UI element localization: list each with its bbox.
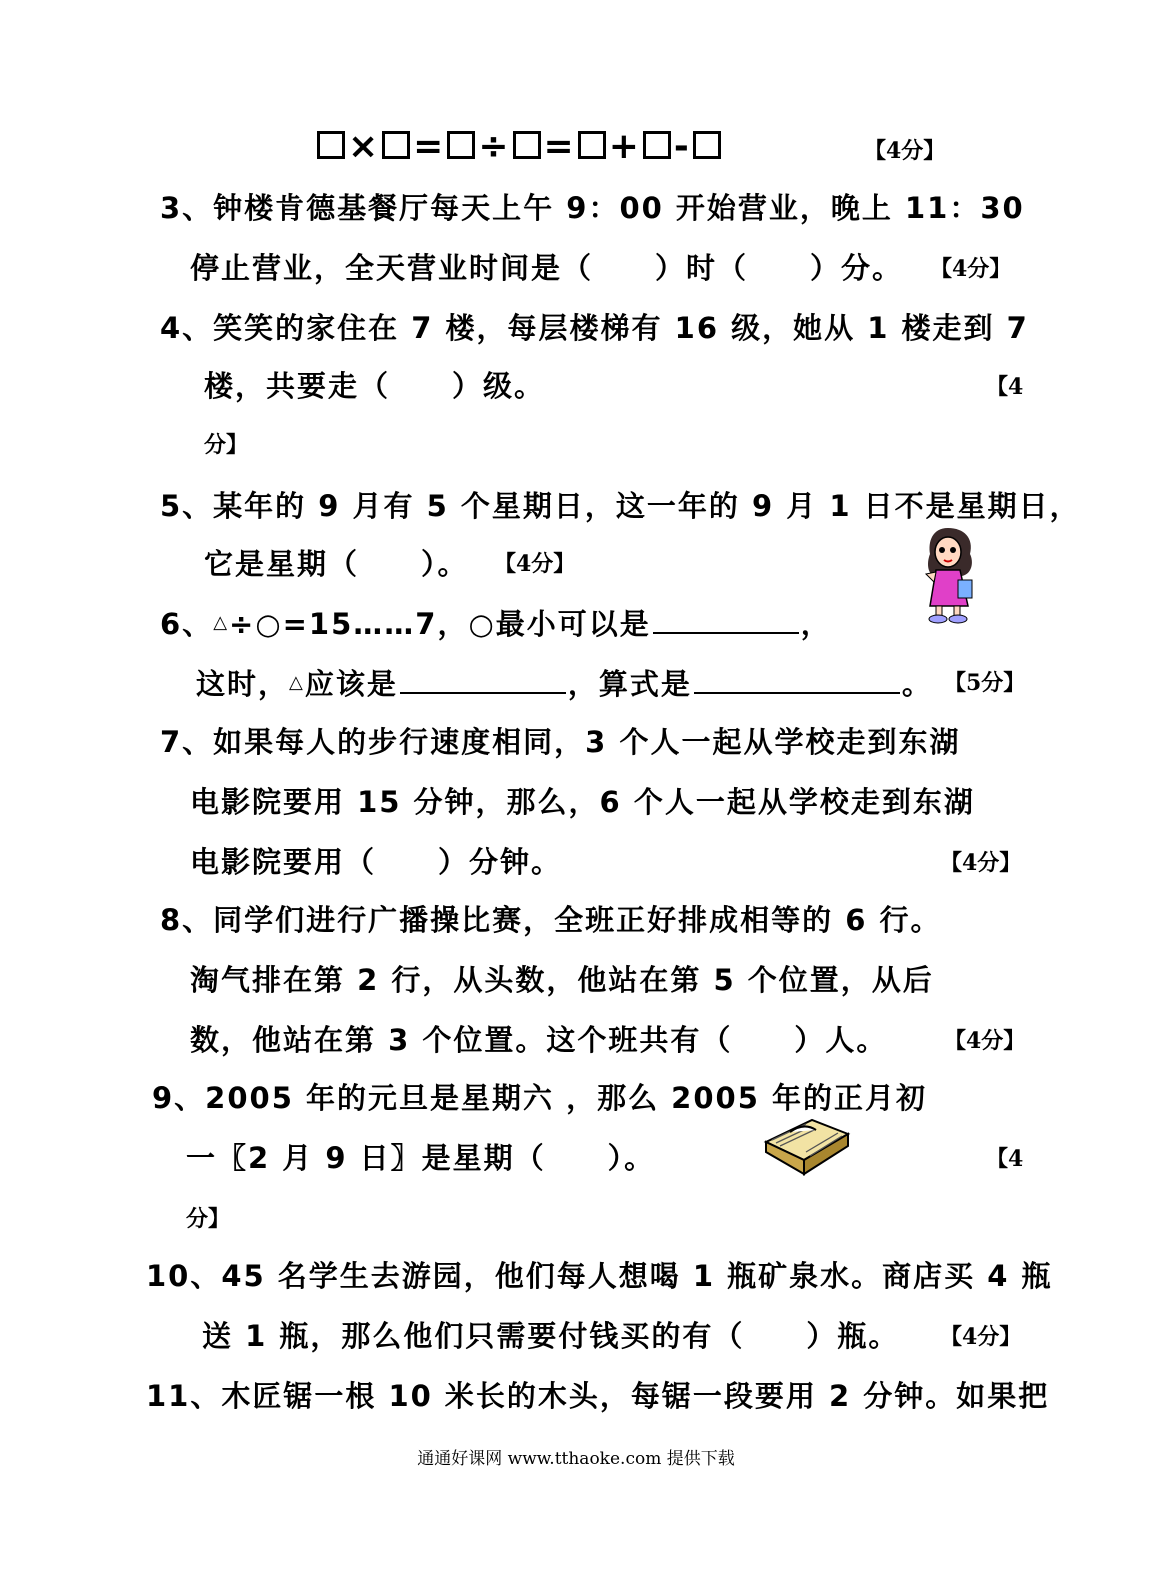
blank-box [693,131,721,159]
q6-prefix: 6、 [160,607,214,641]
cartoon-girl-illustration [918,524,980,624]
q6-line2 [196,662,933,703]
op-equals: = [413,126,445,167]
blank-box [382,131,410,159]
q6-line2-end: 。 [901,667,933,701]
q10-line2: 送 1 瓶，那么他们只需要付钱买的有（ ）瓶。 [202,1319,900,1353]
q9-line2: 一〖2 月 9 日〗是星期（ ）。 [186,1141,656,1175]
footer-text: 通通好课网 www.tthaoke.com 提供下载 [417,1449,735,1469]
q6-blank-1 [653,606,799,634]
triangle-icon: △ [289,672,305,693]
q3-line2: 停止营业，全天营业时间是（ ）时（ ）分。 [190,251,904,285]
q7-points: 【4分】 [940,850,1022,876]
q8-line3: 数，他站在第 3 个位置。这个班共有（ ）人。 [190,1023,888,1057]
q9-points-part1: 【4 [986,1146,1024,1172]
equation-points: 【4分】 [864,138,946,164]
op-divide: ÷ [478,126,510,167]
q5-line1: 5、某年的 9 月有 5 个星期日，这一年的 9 月 1 日不是星期日， [160,489,1081,523]
triangle-icon: △ [213,612,230,633]
op-plus: + [608,126,640,167]
blank-box [643,131,671,159]
blank-box [578,131,606,159]
box-equation [314,126,724,167]
q9-points-part2: 分】 [186,1206,231,1232]
q6-line2-post: ，算式是 [567,667,692,701]
q8-points: 【4分】 [944,1028,1026,1054]
q7-line1: 7、如果每人的步行速度相同，3 个人一起从学校走到东湖 [160,725,961,759]
open-book-illustration [760,1112,854,1182]
q6-blank-2 [400,666,566,694]
q6-line2-mid: 应该是 [304,667,398,701]
q4-line1: 4、笑笑的家住在 7 楼，每层楼梯有 16 级，她从 1 楼走到 7 [160,311,1029,345]
q6-line2-pre: 这时， [196,667,290,701]
q4-points-part2: 分】 [204,432,249,458]
q6-points: 【5分】 [944,670,1026,696]
blank-box [513,131,541,159]
q8-line1: 8、同学们进行广播操比赛，全班正好排成相等的 6 行。 [160,903,942,937]
q4-line2: 楼，共要走（ ）级。 [204,369,546,403]
q5-points: 【4分】 [494,551,576,577]
q7-line3: 电影院要用（ ）分钟。 [190,845,563,879]
q8-line2: 淘气排在第 2 行，从头数，他站在第 5 个位置，从后 [190,963,934,997]
q11-line1: 11、木匠锯一根 10 米长的木头，每锯一段要用 2 分钟。如果把 [146,1379,1050,1413]
q10-points: 【4分】 [940,1324,1022,1350]
q5-line2: 它是星期（ ）。 [204,547,469,581]
blank-box [447,131,475,159]
q4-points-part1: 【4 [986,374,1024,400]
q3-points: 【4分】 [930,256,1012,282]
q9-line1: 9、2005 年的元旦是星期六 ，那么 2005 年的正月初 [152,1081,927,1115]
op-equals: = [543,126,575,167]
q10-line1: 10、45 名学生去游园，他们每人想喝 1 瓶矿泉水。商店买 4 瓶 [146,1259,1053,1293]
q7-line2: 电影院要用 15 分钟，那么，6 个人一起从学校走到东湖 [190,785,975,819]
op-times: × [348,126,380,167]
q6-text1: ÷○=15……7，○最小可以是 [229,607,651,641]
q3-line1: 3、钟楼肯德基餐厅每天上午 9：00 开始营业，晚上 11：30 [160,191,1025,225]
q6-blank-3 [694,666,900,694]
q6-comma: ， [800,607,832,641]
blank-box [317,131,345,159]
op-minus: - [673,126,690,167]
q6-line1 [160,602,832,643]
